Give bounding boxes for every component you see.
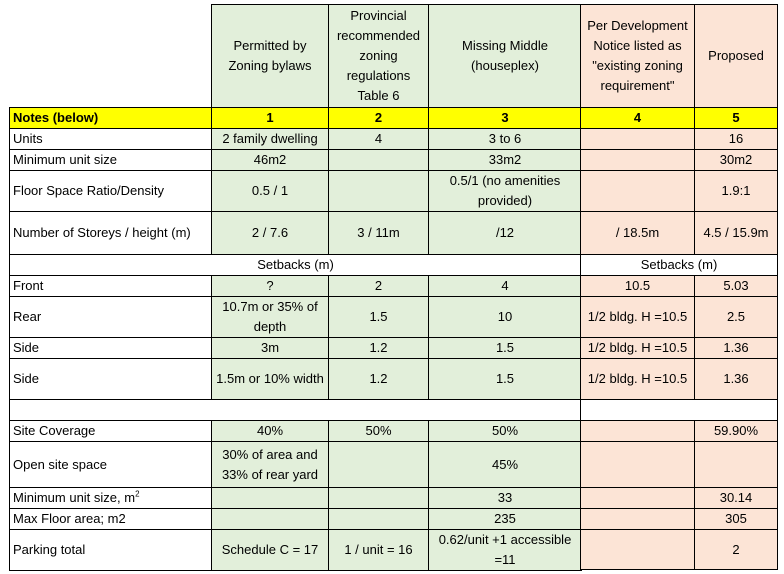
units-c3: 3 to 6 bbox=[429, 129, 582, 150]
front-c1: ? bbox=[212, 276, 329, 297]
zoning-comparison-table bbox=[9, 4, 582, 571]
side2-c4: 1/2 bldg. H =10.5 bbox=[581, 359, 695, 400]
header-col2: Provincial recommended zoning regulations Table 6 bbox=[329, 5, 429, 108]
header-col5: Proposed bbox=[695, 5, 778, 108]
side2-c2: 1.2 bbox=[329, 359, 429, 400]
storeys-c4: / 18.5m bbox=[581, 212, 695, 255]
coverage-c4 bbox=[581, 421, 695, 442]
side1-c1: 3m bbox=[212, 338, 329, 359]
min-unit-m2-c4 bbox=[581, 488, 695, 509]
rear-label: Rear bbox=[10, 297, 212, 338]
coverage-label: Site Coverage bbox=[10, 421, 212, 442]
setbacks-heading-right: Setbacks (m) bbox=[581, 255, 778, 276]
open-space-c5 bbox=[695, 442, 778, 488]
header-col1: Permitted by Zoning bylaws bbox=[212, 5, 329, 108]
parking-c2: 1 / unit = 16 bbox=[329, 530, 429, 571]
storeys-label: Number of Storeys / height (m) bbox=[10, 212, 212, 255]
rear-c4: 1/2 bldg. H =10.5 bbox=[581, 297, 695, 338]
open-space-c1: 30% of area and 33% of rear yard bbox=[212, 442, 329, 488]
min-unit-c4 bbox=[581, 150, 695, 171]
min-unit-m2-label-text: Minimum unit size, m bbox=[13, 490, 136, 505]
header-blank bbox=[10, 5, 212, 108]
side1-c5: 1.36 bbox=[695, 338, 778, 359]
front-label: Front bbox=[10, 276, 212, 297]
storeys-c1: 2 / 7.6 bbox=[212, 212, 329, 255]
coverage-c5: 59.90% bbox=[695, 421, 778, 442]
units-c1: 2 family dwelling bbox=[212, 129, 329, 150]
storeys-c5: 4.5 / 15.9m bbox=[695, 212, 778, 255]
min-unit-c5: 30m2 bbox=[695, 150, 778, 171]
rear-c5: 2.5 bbox=[695, 297, 778, 338]
rear-c2: 1.5 bbox=[329, 297, 429, 338]
coverage-c1: 40% bbox=[212, 421, 329, 442]
min-unit-m2-label bbox=[10, 488, 212, 509]
parking-c5: 2 bbox=[695, 530, 778, 570]
max-floor-c4 bbox=[581, 509, 695, 530]
min-unit-c2 bbox=[329, 150, 429, 171]
min-unit-m2-c5: 30.14 bbox=[695, 488, 778, 509]
min-unit-c1: 46m2 bbox=[212, 150, 329, 171]
side1-c3: 1.5 bbox=[429, 338, 582, 359]
min-unit-label: Minimum unit size bbox=[10, 150, 212, 171]
open-space-c2 bbox=[329, 442, 429, 488]
spacer-row bbox=[10, 400, 582, 421]
min-unit-m2-c2 bbox=[329, 488, 429, 509]
fsr-c5: 1.9:1 bbox=[695, 171, 778, 212]
rear-c3: 10 bbox=[429, 297, 582, 338]
side1-label: Side bbox=[10, 338, 212, 359]
parking-c4 bbox=[581, 530, 695, 570]
side1-c2: 1.2 bbox=[329, 338, 429, 359]
setbacks-heading: Setbacks (m) bbox=[10, 255, 582, 276]
notes-3: 3 bbox=[429, 108, 582, 129]
max-floor-c3: 235 bbox=[429, 509, 582, 530]
parking-label: Parking total bbox=[10, 530, 212, 571]
notes-5: 5 bbox=[695, 108, 778, 129]
fsr-c4 bbox=[581, 171, 695, 212]
parking-c3: 0.62/unit +1 accessible =11 bbox=[429, 530, 582, 571]
min-unit-m2-c1 bbox=[212, 488, 329, 509]
units-c5: 16 bbox=[695, 129, 778, 150]
side2-c3: 1.5 bbox=[429, 359, 582, 400]
max-floor-c1 bbox=[212, 509, 329, 530]
open-space-c4 bbox=[581, 442, 695, 488]
front-c3: 4 bbox=[429, 276, 582, 297]
header-col4: Per Development Notice listed as "existing zoning requirement" bbox=[581, 5, 695, 108]
header-col3: Missing Middle (houseplex) bbox=[429, 5, 582, 108]
units-label: Units bbox=[10, 129, 212, 150]
coverage-c3: 50% bbox=[429, 421, 582, 442]
min-unit-m2-c3: 33 bbox=[429, 488, 582, 509]
notes-1: 1 bbox=[212, 108, 329, 129]
side1-c4: 1/2 bldg. H =10.5 bbox=[581, 338, 695, 359]
development-notice-table bbox=[580, 4, 778, 570]
units-c4 bbox=[581, 129, 695, 150]
side2-c5: 1.36 bbox=[695, 359, 778, 400]
front-c5: 5.03 bbox=[695, 276, 778, 297]
notes-label: Notes (below) bbox=[10, 108, 212, 129]
max-floor-label: Max Floor area; m2 bbox=[10, 509, 212, 530]
open-space-label: Open site space bbox=[10, 442, 212, 488]
parking-c1: Schedule C = 17 bbox=[212, 530, 329, 571]
fsr-c2 bbox=[329, 171, 429, 212]
min-unit-m2-sup: 2 bbox=[135, 489, 140, 499]
spacer-row-right bbox=[581, 400, 778, 421]
notes-2: 2 bbox=[329, 108, 429, 129]
notes-4: 4 bbox=[581, 108, 695, 129]
side2-c1: 1.5m or 10% width bbox=[212, 359, 329, 400]
storeys-c3: /12 bbox=[429, 212, 582, 255]
units-c2: 4 bbox=[329, 129, 429, 150]
open-space-c3: 45% bbox=[429, 442, 582, 488]
max-floor-c5: 305 bbox=[695, 509, 778, 530]
side2-label: Side bbox=[10, 359, 212, 400]
rear-c1: 10.7m or 35% of depth bbox=[212, 297, 329, 338]
front-c2: 2 bbox=[329, 276, 429, 297]
storeys-c2: 3 / 11m bbox=[329, 212, 429, 255]
fsr-c1: 0.5 / 1 bbox=[212, 171, 329, 212]
max-floor-c2 bbox=[329, 509, 429, 530]
fsr-c3: 0.5/1 (no amenities provided) bbox=[429, 171, 582, 212]
fsr-label: Floor Space Ratio/Density bbox=[10, 171, 212, 212]
coverage-c2: 50% bbox=[329, 421, 429, 442]
front-c4: 10.5 bbox=[581, 276, 695, 297]
min-unit-c3: 33m2 bbox=[429, 150, 582, 171]
